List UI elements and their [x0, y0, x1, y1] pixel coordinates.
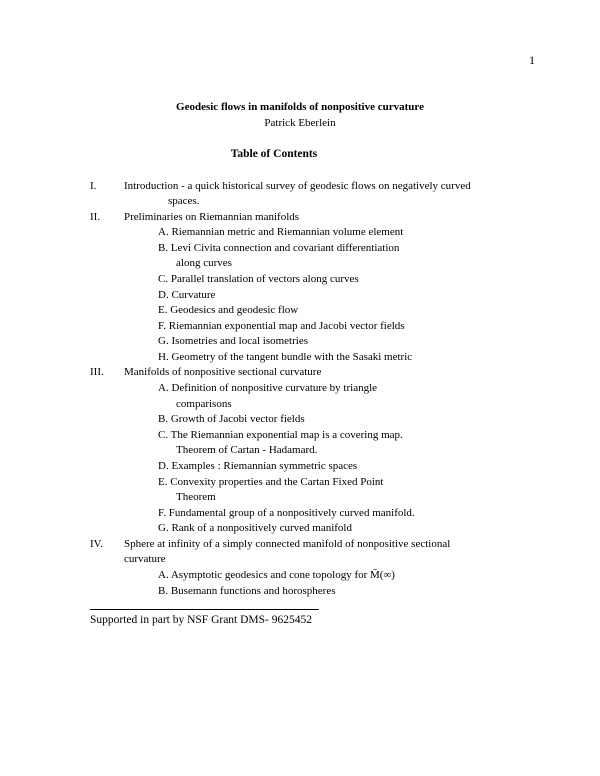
toc-entry: F. Fundamental group of a nonpositively curved manifold.: [158, 507, 415, 519]
toc-entry: G. Rank of a nonpositively curved manifold: [158, 522, 352, 534]
toc-entry-continuation: Theorem: [176, 491, 216, 503]
toc-entry: D. Curvature: [158, 289, 216, 301]
toc-entry: H. Geometry of the tangent bundle with the Sasaki metric: [158, 351, 413, 363]
toc-entry-continuation: comparisons: [176, 398, 232, 410]
section-numeral: I.: [90, 180, 97, 192]
footnote-divider: [90, 609, 319, 610]
section-title: Preliminaries on Riemannian manifolds: [124, 211, 300, 223]
toc-heading: Table of Contents: [230, 148, 318, 160]
page-number: 1: [529, 53, 535, 67]
section-title-continuation: curvature: [124, 553, 166, 565]
toc-entry: A. Riemannian metric and Riemannian volume element: [158, 226, 404, 238]
section-title: Sphere at infinity of a simply connected manifold of nonpositive sectional: [124, 538, 451, 550]
toc-entry: G. Isometries and local isometries: [158, 335, 308, 347]
toc-entry: E. Convexity properties and the Cartan Fixed Point: [158, 476, 384, 488]
toc-entry-continuation: Theorem of Cartan - Hadamard.: [176, 444, 318, 456]
document-title: Geodesic flows in manifolds of nonpositive curvature: [176, 101, 424, 113]
toc-entry-continuation: along curves: [176, 257, 232, 269]
toc-entry: A. Definition of nonpositive curvature by triangle: [158, 382, 378, 394]
toc-entry: D. Examples : Riemannian symmetric spaces: [158, 460, 358, 472]
toc-entry: B. Busemann functions and horospheres: [158, 585, 336, 597]
footnote: Supported in part by NSF Grant DMS- 9625452: [90, 614, 313, 626]
section-numeral: II.: [90, 211, 101, 223]
toc-entry: B. Levi Civita connection and covariant differentiation: [158, 242, 400, 254]
toc-entry: A. Asymptotic geodesics and cone topology for M̃(∞): [158, 569, 395, 581]
toc-entry: B. Growth of Jacobi vector fields: [158, 413, 305, 425]
section-numeral: III.: [90, 366, 104, 378]
toc-entry: F. Riemannian exponential map and Jacobi vector fields: [158, 320, 405, 332]
author-name: Patrick Eberlein: [264, 117, 336, 129]
section-numeral: IV.: [90, 538, 103, 550]
toc-entry: C. The Riemannian exponential map is a covering map.: [158, 429, 403, 441]
section-title-continuation: spaces.: [168, 195, 200, 207]
toc-entry: E. Geodesics and geodesic flow: [158, 304, 299, 316]
section-title: Introduction - a quick historical survey of geodesic flows on negatively curved: [124, 180, 471, 192]
toc-entry: C. Parallel translation of vectors along curves: [158, 273, 359, 285]
section-title: Manifolds of nonpositive sectional curvature: [124, 366, 322, 378]
